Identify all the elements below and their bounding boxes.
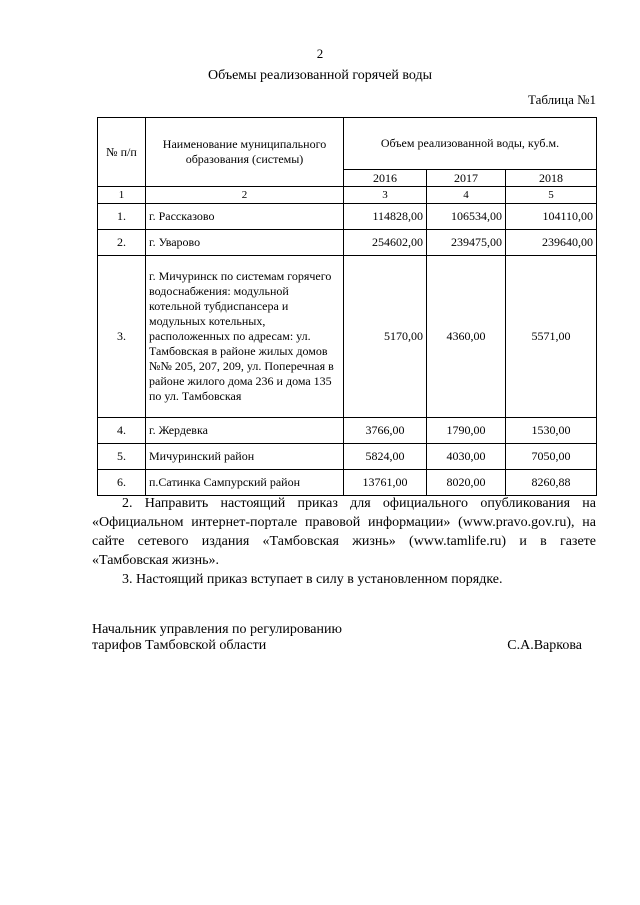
volume-2016: 114828,00: [344, 204, 427, 230]
table-row: [98, 230, 597, 256]
header-year-2017: 2017: [427, 170, 506, 187]
order-paragraphs: [92, 494, 596, 589]
municipality-name: г. Уварово: [146, 230, 344, 256]
row-number: 6.: [98, 470, 146, 496]
table-row: [98, 470, 597, 496]
signatory-position-line2: тарифов Тамбовской области: [92, 638, 267, 653]
volume-2017: 4030,00: [427, 444, 506, 470]
table-row: [98, 418, 597, 444]
volume-2017: 239475,00: [427, 230, 506, 256]
column-number: 2: [146, 187, 344, 204]
municipality-name: г. Жердевка: [146, 418, 344, 444]
header-year-2018: 2018: [506, 170, 597, 187]
column-number: 5: [506, 187, 597, 204]
paragraph-effective: 3. Настоящий приказ вступает в силу в установленном порядке.: [122, 572, 503, 587]
volume-2016: 13761,00: [344, 470, 427, 496]
volume-2018: 239640,00: [506, 230, 597, 256]
volume-2018: 7050,00: [506, 444, 597, 470]
volume-2016: 5824,00: [344, 444, 427, 470]
row-number: 1.: [98, 204, 146, 230]
header-row-number: № п/п: [98, 118, 146, 187]
table-row: [98, 444, 597, 470]
signatory-name: С.А.Варкова: [507, 638, 582, 653]
volume-2017: 4360,00: [427, 256, 506, 418]
row-number: 3.: [98, 256, 146, 418]
municipality-name: г. Мичуринск по системам горячего водоснабжения: модульной котельной тубдиспансера и модульных котельных, расположенных по адресам: ул. Тамбовская в районе жилых домов №№ 205, 207, 209, ул. Поперечная в районе жилого дома 236 и дома 135 по ул. Тамбовская: [146, 256, 344, 418]
volume-2018: 1530,00: [506, 418, 597, 444]
volume-2018: 8260,88: [506, 470, 597, 496]
document-title: Объемы реализованной горячей воды: [207, 68, 433, 83]
volume-2017: 106534,00: [427, 204, 506, 230]
row-number: 4.: [98, 418, 146, 444]
volume-2017: 1790,00: [427, 418, 506, 444]
volume-2017: 8020,00: [427, 470, 506, 496]
volume-2018: 104110,00: [506, 204, 597, 230]
municipality-name: п.Сатинка Сампурский район: [146, 470, 344, 496]
signature-block: [92, 622, 582, 654]
table-row: [98, 204, 597, 230]
header-year-2016: 2016: [344, 170, 427, 187]
row-number: 2.: [98, 230, 146, 256]
column-number: 4: [427, 187, 506, 204]
volume-2016: 5170,00: [344, 256, 427, 418]
header-volume: Объем реализованной воды, куб.м.: [344, 118, 597, 170]
signatory-position-line1: Начальник управления по регулированию: [92, 622, 342, 637]
column-number: 1: [98, 187, 146, 204]
column-number: 3: [344, 187, 427, 204]
volume-2016: 3766,00: [344, 418, 427, 444]
municipality-name: г. Рассказово: [146, 204, 344, 230]
page-number: 2: [316, 46, 324, 61]
volume-2016: 254602,00: [344, 230, 427, 256]
volume-2018: 5571,00: [506, 256, 597, 418]
row-number: 5.: [98, 444, 146, 470]
header-municipality: Наименование муниципального образования (системы): [146, 118, 344, 187]
table-caption: Таблица №1: [527, 92, 596, 107]
paragraph-publication: 2. Направить настоящий приказ для официального опубликования на «Официальном интернет-портале правовой информации» (www.pravo.gov.ru), на сайте сетевого издания «Тамбовская жизнь» (www.tamlife.ru) и в газете «Тамбовская жизнь».: [92, 496, 596, 568]
hot-water-volumes-table: [97, 117, 597, 496]
table-row: [98, 256, 597, 418]
municipality-name: Мичуринский район: [146, 444, 344, 470]
